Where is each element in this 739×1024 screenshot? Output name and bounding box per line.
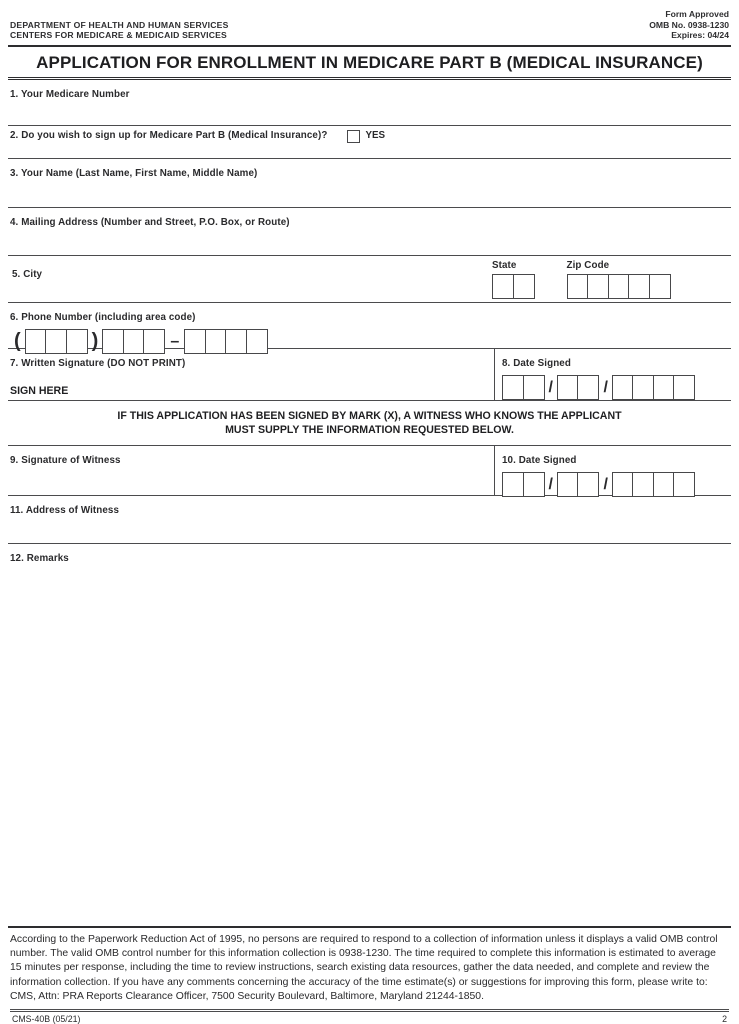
witness-notice-line-1: IF THIS APPLICATION HAS BEEN SIGNED BY MARK (X), A WITNESS WHO KNOWS THE APPLICANT <box>117 409 622 422</box>
witness-date-signed-area <box>494 446 731 495</box>
signup-question-label: 2. Do you wish to sign up for Medicare Part B (Medical Insurance)? <box>10 129 328 141</box>
date8-box-3[interactable] <box>557 375 579 400</box>
date-month-boxes <box>502 375 545 400</box>
sign-here-text: SIGN HERE <box>10 384 69 397</box>
date8-box-8[interactable] <box>673 375 695 400</box>
witness-date-slash-2: / <box>603 475 608 493</box>
field-witness-address[interactable] <box>8 496 731 544</box>
date10-box-2[interactable] <box>523 472 545 497</box>
zip-box-3[interactable] <box>608 274 630 299</box>
witness-date-signed-label: 10. Date Signed <box>502 454 577 466</box>
date8-box-1[interactable] <box>502 375 524 400</box>
witness-date-slash-1: / <box>548 475 553 493</box>
date-slash-1: / <box>548 378 553 396</box>
zip-boxes <box>567 274 671 299</box>
form-title: APPLICATION FOR ENROLLMENT IN MEDICARE PART B (MEDICAL INSURANCE) <box>8 47 731 80</box>
state-field <box>492 260 535 302</box>
form-header <box>8 0 731 47</box>
field-your-name[interactable] <box>8 159 731 208</box>
phone-dash: – <box>170 332 180 350</box>
yes-checkbox-label: YES <box>365 129 386 141</box>
zip-box-1[interactable] <box>567 274 589 299</box>
page-number: 2 <box>722 1014 727 1024</box>
date-signed-strip <box>502 375 731 400</box>
zip-label: Zip Code <box>566 259 610 271</box>
date-signed-label: 8. Date Signed <box>502 357 571 369</box>
date10-box-3[interactable] <box>557 472 579 497</box>
field-signature-date <box>8 349 731 401</box>
zip-field <box>567 260 671 302</box>
witness-date-month-boxes <box>502 472 545 497</box>
date10-box-7[interactable] <box>653 472 675 497</box>
field-remarks[interactable] <box>8 544 731 926</box>
date-slash-2: / <box>603 378 608 396</box>
footer-meta-row <box>10 1009 729 1024</box>
witness-address-label: 11. Address of Witness <box>10 504 120 516</box>
field-city-state-zip <box>8 256 731 303</box>
agency-block <box>10 20 229 41</box>
mailing-address-label: 4. Mailing Address (Number and Street, P.O. Box, or Route) <box>10 216 290 228</box>
zip-box-2[interactable] <box>587 274 609 299</box>
date10-box-4[interactable] <box>577 472 599 497</box>
yes-checkbox[interactable] <box>347 130 360 143</box>
witness-notice-line-2: MUST SUPPLY THE INFORMATION REQUESTED BELOW. <box>225 423 514 436</box>
state-zip-area <box>492 260 729 302</box>
date10-box-8[interactable] <box>673 472 695 497</box>
date-year-boxes <box>612 375 696 400</box>
remarks-label: 12. Remarks <box>10 552 69 564</box>
omb-number: OMB No. 0938-1230 <box>649 19 729 30</box>
field-medicare-number[interactable] <box>8 80 731 126</box>
field-signup-question <box>8 126 731 159</box>
written-signature-label: 7. Written Signature (DO NOT PRINT) <box>10 357 186 369</box>
paperwork-reduction-act-text: According to the Paperwork Reduction Act of 1995, no persons are required to respond to a collection of information unless it displays a valid OMB control number. The valid OMB control number for this information collection is 0938-1230. The time required to complete this information is estimated to average 15 minutes per response, including the time to review instructions, search existing data resources, gather the data needed, and complete and review the information collection. If you have any comments concerning the accuracy of the time estimate(s) or suggestions for improving this form, please write to: CMS, Attn: PRA Reports Clearance Officer, 7500 Security Boulevard, Baltimore, Maryland 21244-1850. <box>10 933 718 1002</box>
date8-box-5[interactable] <box>612 375 634 400</box>
date-day-boxes <box>557 375 600 400</box>
witness-date-day-boxes <box>557 472 600 497</box>
date8-box-2[interactable] <box>523 375 545 400</box>
state-label: State <box>492 259 517 271</box>
state-box-1[interactable] <box>492 274 514 299</box>
approval-block <box>649 9 729 41</box>
date10-box-5[interactable] <box>612 472 634 497</box>
written-signature-area[interactable] <box>8 349 494 400</box>
date10-box-6[interactable] <box>632 472 654 497</box>
agency-line-2: CENTERS FOR MEDICARE & MEDICAID SERVICES <box>10 30 227 40</box>
date-signed-area <box>494 349 731 400</box>
witness-date-year-boxes <box>612 472 696 497</box>
state-boxes <box>492 274 535 299</box>
zip-box-4[interactable] <box>628 274 650 299</box>
phone-label: 6. Phone Number (including area code) <box>10 311 196 323</box>
city-input-area[interactable] <box>10 260 492 302</box>
zip-box-5[interactable] <box>649 274 671 299</box>
witness-signature-area[interactable] <box>8 446 494 495</box>
field-mailing-address[interactable] <box>8 208 731 256</box>
form-approved-text: Form Approved <box>665 9 729 19</box>
form-footer <box>8 926 731 1024</box>
date8-box-4[interactable] <box>577 375 599 400</box>
form-number: CMS-40B (05/21) <box>12 1014 81 1024</box>
city-label: 5. City <box>12 268 43 280</box>
date10-box-1[interactable] <box>502 472 524 497</box>
state-box-2[interactable] <box>513 274 535 299</box>
witness-date-strip <box>502 472 731 497</box>
field-phone-number <box>8 303 731 352</box>
date8-box-7[interactable] <box>653 375 675 400</box>
medicare-number-label: 1. Your Medicare Number <box>10 88 130 100</box>
field-witness-signature-date <box>8 446 731 496</box>
phone-open-paren: ( <box>14 329 21 352</box>
your-name-label: 3. Your Name (Last Name, First Name, Middle Name) <box>10 167 258 179</box>
agency-line-1: DEPARTMENT OF HEALTH AND HUMAN SERVICES <box>10 19 229 30</box>
phone-close-paren: ) <box>91 329 99 352</box>
date8-box-6[interactable] <box>632 375 654 400</box>
witness-signature-label: 9. Signature of Witness <box>10 454 121 466</box>
witness-notice <box>8 401 731 446</box>
expires-date: Expires: 04/24 <box>671 30 729 40</box>
